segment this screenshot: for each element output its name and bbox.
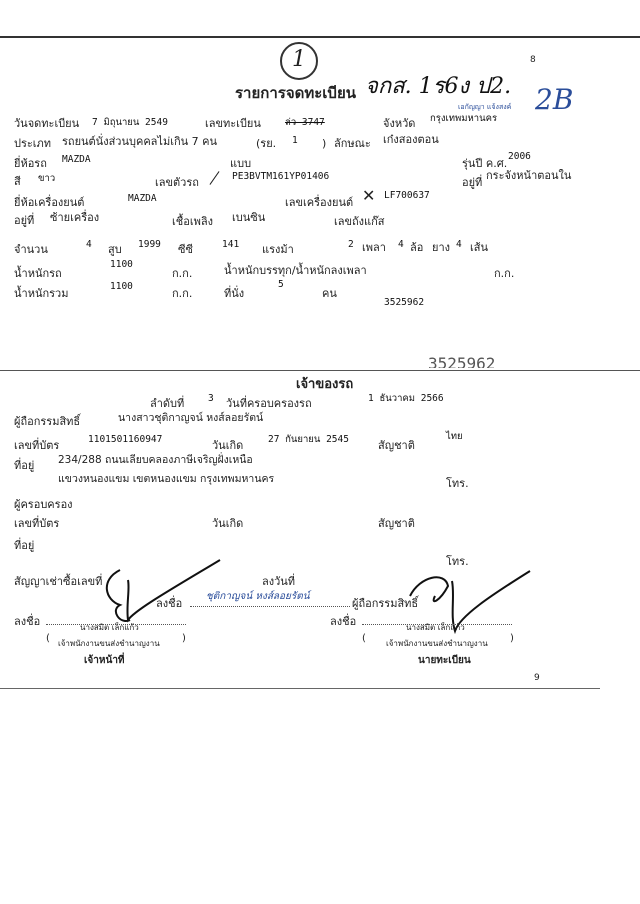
possessor-nation-label: สัญชาติ xyxy=(378,517,415,530)
cyl-label: สูบ xyxy=(108,243,122,256)
plate-value: ล่ว 3747 xyxy=(285,117,325,128)
tire-value: 4 xyxy=(456,239,462,250)
officer-left-name: นางสมิต เล็กแก้ว xyxy=(80,623,139,632)
model-label: แบบ xyxy=(230,157,252,170)
color-value: ขาว xyxy=(38,173,56,184)
count-label: จำนวน xyxy=(14,243,48,256)
hire-date-label: ลงวันที่ xyxy=(262,575,296,588)
load-label: น้ำหนักบรรทุก/น้ำหนักลงเพลา xyxy=(224,264,367,277)
page-number-top: 8 xyxy=(530,55,536,65)
id-label: เลขที่บัตร xyxy=(14,439,60,452)
rs-label: (รย. xyxy=(256,137,277,150)
engine-brand-value: MAZDA xyxy=(128,193,157,204)
tire-label: ยาง xyxy=(432,241,450,254)
count-value: 4 xyxy=(86,239,92,250)
chassis-value: PE3BVTM161YP01406 xyxy=(232,171,330,182)
nation-value: ไทย xyxy=(446,431,463,442)
paper-mid-edge xyxy=(0,370,640,371)
possessor-birth-label: วันเกิด xyxy=(212,517,244,530)
location-label: อยู่ที่ xyxy=(462,176,483,189)
officer-right-role: นายทะเบียน xyxy=(418,655,471,666)
addr-line-1: 234/288 ถนนเลียบคลองภาษีเจริญฝั่งเหนือ xyxy=(58,454,253,466)
engine-loc-label: อยู่ที่ xyxy=(14,214,35,227)
gas-tank-label: เลขถังแก๊ส xyxy=(334,215,385,228)
seq-value: 3 xyxy=(208,393,214,404)
owned-date-label: วันที่ครอบครองรถ xyxy=(226,397,312,410)
holder-name: นางสาวชุติกาญจน์ หงส์ลอยรัตน์ xyxy=(118,412,264,424)
color-label: สี xyxy=(14,175,21,188)
hp-value: 141 xyxy=(222,239,240,250)
plate-label: เลขทะเบียน xyxy=(205,117,261,130)
fuel-value: เบนซิน xyxy=(232,211,266,224)
engine-brand-label: ยี่ห้อเครื่องยนต์ xyxy=(14,196,85,209)
signature-right xyxy=(400,556,540,646)
tire-unit: เส้น xyxy=(470,241,488,254)
officer-left-sign-label: ลงชื่อ xyxy=(14,615,41,628)
weight-value: 1100 xyxy=(110,259,133,270)
type-label: ประเภท xyxy=(14,137,52,150)
owner-sign-label: ลงชื่อ xyxy=(156,597,183,610)
location-value: กระจังหน้าตอนใน xyxy=(486,169,572,182)
officer-left-paren-close: ) xyxy=(182,633,186,644)
model-year-label: รุ่นปี ค.ศ. xyxy=(462,157,508,170)
id-value: 1101501160947 xyxy=(88,434,163,445)
page-title: รายการจดทะเบียน xyxy=(235,84,356,102)
hp-label: แรงม้า xyxy=(262,243,294,256)
tel-label: โทร. xyxy=(446,477,469,490)
axle-value: 2 xyxy=(348,239,354,250)
paper-bottom-edge xyxy=(0,688,600,689)
kg-label-1: ก.ก. xyxy=(172,267,193,280)
addr-label: ที่อยู่ xyxy=(14,459,35,472)
handwritten-note: จกส. 1ร6ง ป2. xyxy=(365,74,512,99)
owner-sign-role: ผู้ถือกรรมสิทธิ์ xyxy=(352,597,419,610)
officer-left-position: เจ้าพนักงานขนส่งชำนาญงาน xyxy=(58,639,160,648)
holder-label: ผู้ถือกรรมสิทธิ์ xyxy=(14,415,81,428)
page-number-bottom: 9 xyxy=(534,673,540,683)
reg-date-label: วันจดทะเบียน xyxy=(14,117,80,130)
handwritten-corner-mark: 2B xyxy=(535,83,574,116)
officer-right-position: เจ้าพนักงานขนส่งชำนาญงาน xyxy=(386,639,488,648)
owner-title: เจ้าของรถ xyxy=(296,377,354,392)
province-value: กรุงเทพมหานคร xyxy=(430,113,498,124)
wheel-label: ล้อ xyxy=(410,241,424,254)
possessor-label: ผู้ครอบครอง xyxy=(14,498,73,511)
circle-number-text: 1 xyxy=(292,47,306,72)
seq-label: ลำดับที่ xyxy=(150,397,185,410)
doc-number-cut: 3525962 xyxy=(428,356,496,368)
paper-top-edge xyxy=(0,36,640,38)
possessor-addr-label: ที่อยู่ xyxy=(14,539,35,552)
province-label: จังหวัด xyxy=(383,117,416,130)
officer-right-paren-open: ( xyxy=(362,633,366,644)
addr-line-2: แขวงหนองแขม เขตหนองแขม กรุงเทพมหานคร xyxy=(58,473,275,485)
rs-close: ) xyxy=(322,137,327,150)
stamp-text: เอกัญญา แจ้งสงค์ xyxy=(458,103,512,111)
chassis-label: เลขตัวรถ xyxy=(155,176,199,189)
nation-label: สัญชาติ xyxy=(378,439,415,452)
weight-label: น้ำหนักรถ xyxy=(14,267,62,280)
brand-value: MAZDA xyxy=(62,154,91,165)
engine-loc-value: ซ้ายเครื่อง xyxy=(50,211,100,224)
style-value: เก๋งสองตอน xyxy=(383,133,439,146)
seats-label: ที่นั่ง xyxy=(224,287,245,300)
seats-unit: คน xyxy=(322,287,337,300)
total-weight-label: น้ำหนักรวม xyxy=(14,287,69,300)
engine-x-mark: ✕ xyxy=(362,186,376,205)
total-weight-value: 1100 xyxy=(110,281,133,292)
type-value: รถยนต์นั่งส่วนบุคคลไม่เกิน 7 คน xyxy=(62,135,218,148)
engine-no-value: LF700637 xyxy=(384,190,430,201)
chassis-slash xyxy=(210,171,220,185)
hire-label: สัญญาเช่าซื้อเลขที่ xyxy=(14,575,103,588)
style-label: ลักษณะ xyxy=(334,137,371,150)
birth-value: 27 กันยายน 2545 xyxy=(268,434,349,445)
kg-label-3: ก.ก. xyxy=(172,287,193,300)
wheel-value: 4 xyxy=(398,239,404,250)
owner-sign-name: ชุติกาญจน์ หงส์ลอยรัตน์ xyxy=(206,591,310,602)
officer-right-name: นางสมิต เล็กแก้ว xyxy=(406,623,465,632)
officer-right-paren-close: ) xyxy=(510,633,514,644)
brand-label: ยี่ห้อรถ xyxy=(14,157,47,170)
possessor-id-label: เลขที่บัตร xyxy=(14,517,60,530)
axle-label: เพลา xyxy=(362,241,386,254)
seats-value: 5 xyxy=(278,279,284,290)
cc-value: 1999 xyxy=(138,239,161,250)
doc-number: 3525962 xyxy=(384,297,425,308)
kg-label-2: ก.ก. xyxy=(494,267,515,280)
possessor-tel-label: โทร. xyxy=(446,555,469,568)
reg-date-value: 7 มิถุนายน 2549 xyxy=(92,117,168,128)
cc-label: ซีซี xyxy=(178,243,193,256)
officer-left-role: เจ้าหน้าที่ xyxy=(84,655,125,666)
officer-right-sign-label: ลงชื่อ xyxy=(330,615,357,628)
birth-label: วันเกิด xyxy=(212,439,244,452)
engine-no-label: เลขเครื่องยนต์ xyxy=(285,196,354,209)
rs-value: 1 xyxy=(292,135,298,146)
owned-date-value: 1 ธันวาคม 2566 xyxy=(368,393,444,404)
model-year-value: 2006 xyxy=(508,151,531,162)
handwritten-circle-number xyxy=(280,42,318,80)
officer-left-paren-open: ( xyxy=(46,633,50,644)
fuel-label: เชื้อเพลิง xyxy=(172,215,213,228)
